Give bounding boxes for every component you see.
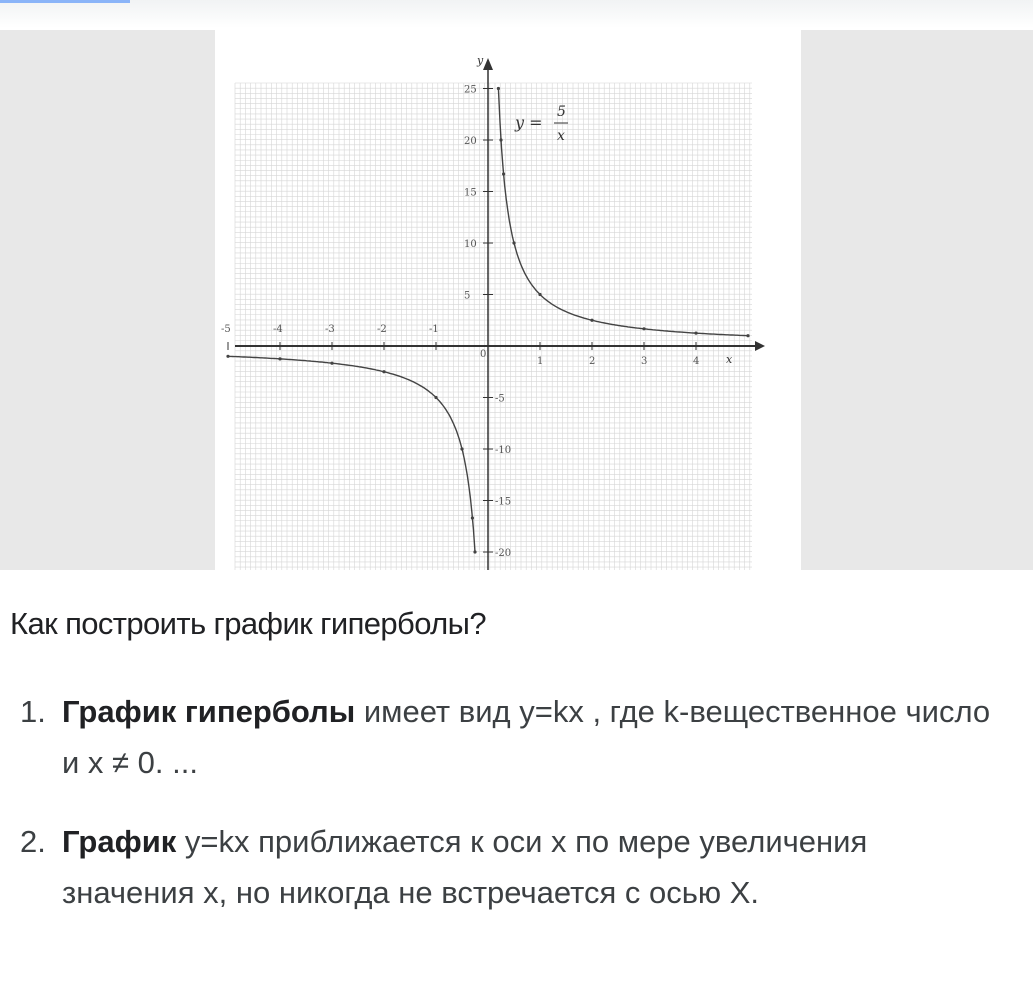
grid (235, 83, 752, 570)
hyperbola-graph-image (215, 30, 801, 570)
x-axis-label: x (726, 353, 733, 366)
origin-label: 0 (480, 349, 487, 360)
image-result[interactable] (0, 30, 1033, 570)
y-tick-label: -5 (495, 393, 505, 405)
data-point (226, 355, 229, 358)
top-strip (0, 0, 1033, 28)
data-point (512, 241, 515, 244)
y-axis-label: y (477, 54, 484, 67)
y-tick-label: 15 (464, 187, 477, 199)
formula-numerator: 5 (557, 104, 566, 120)
list-item (20, 816, 1010, 918)
y-tick-label: 10 (464, 239, 477, 250)
x-tick-label: 1 (537, 356, 544, 367)
data-point (746, 334, 749, 337)
data-point (497, 87, 500, 90)
y-tick-label: 20 (464, 136, 477, 147)
x-tick-label: 2 (589, 356, 596, 367)
y-axis-arrow (483, 58, 493, 70)
article-heading: Как построить график гиперболы? (10, 606, 486, 641)
data-point (330, 362, 333, 365)
formula-lhs: y = (515, 113, 543, 132)
list-number: 2. (20, 824, 46, 859)
tab-indicator (0, 0, 130, 3)
formula-denominator: x (557, 128, 565, 144)
list-item-text: y=kx приближается к оси x по мере увеличения значения x, но никогда не встречается с осью X. (62, 824, 868, 910)
list-item (20, 686, 1010, 788)
x-tick-label: 3 (641, 356, 648, 367)
x-tick-label: -2 (377, 324, 387, 335)
y-tick-label: 5 (464, 290, 471, 302)
data-point (538, 293, 541, 296)
x-tick-label: 4 (693, 356, 700, 367)
data-point (382, 370, 385, 373)
data-point (694, 332, 697, 335)
x-tick-label: -4 (273, 324, 283, 335)
list-number: 1. (20, 694, 46, 729)
data-point (590, 319, 593, 322)
x-axis-arrow (755, 341, 765, 351)
y-tick-label: -15 (495, 496, 512, 508)
list-item-bold: График гиперболы (62, 694, 356, 729)
list-item-text: имеет вид y=kx , где k-вещественное число и x ≠ 0. ... (62, 694, 991, 780)
hyperbola-chart (215, 30, 801, 570)
data-point (642, 327, 645, 330)
data-point (471, 516, 474, 519)
steps-list (20, 686, 1010, 946)
y-tick-label: -10 (495, 445, 512, 456)
data-point (473, 550, 476, 553)
data-point (460, 447, 463, 450)
data-point (434, 396, 437, 399)
y-tick-label: -20 (495, 548, 512, 559)
y-tick-label: 25 (464, 84, 477, 96)
list-item-bold: График (62, 824, 177, 859)
data-point (499, 138, 502, 141)
x-tick-label: -5 (221, 324, 231, 335)
data-point (278, 357, 281, 360)
data-point (502, 172, 505, 175)
x-tick-label: -3 (325, 324, 335, 335)
tick-labels (221, 85, 699, 560)
x-tick-label: -1 (429, 324, 439, 335)
